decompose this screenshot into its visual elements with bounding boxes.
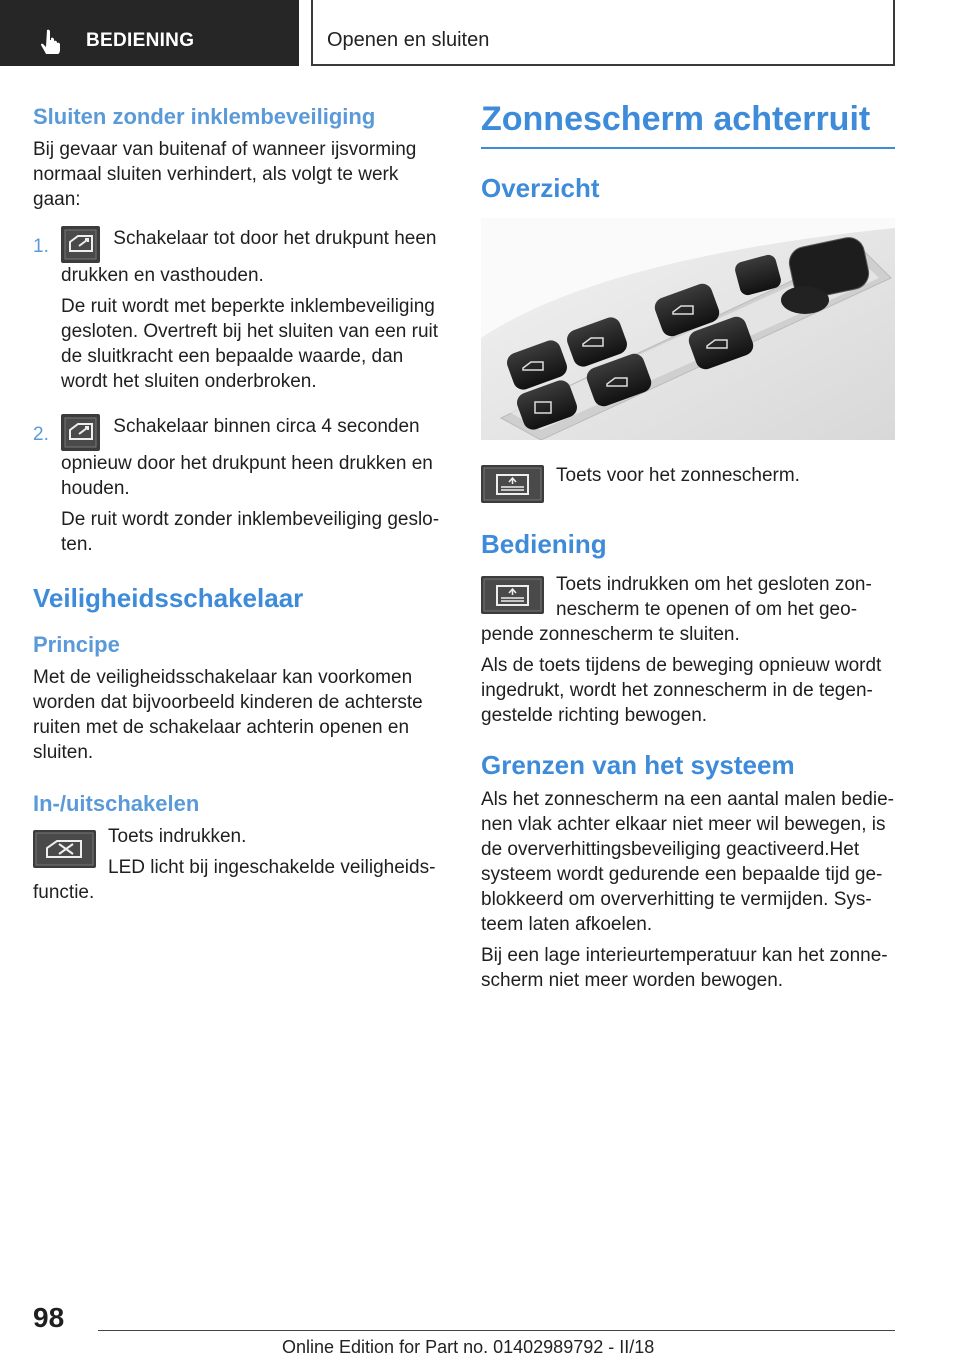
heading-principle: Principe: [33, 632, 120, 657]
page-header: [0, 0, 960, 66]
step-text: Schakelaar tot door het drukpunt heen drukken en vasthouden.: [61, 228, 437, 286]
principle-text: Met de veiligheidsschakelaar kan voorkomen worden dat bijvoorbeeld kinderen de achterste ruiten met de schakelaar achterin openen en sluiten.: [33, 667, 423, 763]
section-label: BEDIENING: [86, 30, 195, 51]
step-1: [33, 226, 448, 394]
step-number: 2.: [33, 424, 49, 445]
footer-divider: [98, 1330, 895, 1331]
limits-text-2: Bij een lage interieurtemperatuur kan het zonne‐scherm niet meer worden bewogen.: [481, 945, 888, 991]
step-2: [33, 414, 448, 557]
heading-toggle: In-/uitschakelen: [33, 791, 200, 816]
intro-text: Bij gevaar van buitenaf of wanneer ijsvorming normaal sluiten verhindert, als volgt te werk gaan:: [33, 139, 417, 210]
sunblind-icon: [481, 576, 544, 614]
toggle-text-1: Toets indrukken.: [108, 826, 247, 847]
operation-text-1: Toets indrukken om het gesloten zon‐nescherm te openen of om het geo‐pende zonnescherm te sluiten.: [481, 574, 872, 645]
right-column: [481, 100, 895, 993]
window-switch-icon: [61, 226, 100, 263]
operation-block: [481, 572, 895, 728]
door-switch-panel-photo: [481, 218, 895, 440]
operation-text-2: Als de toets tijdens de beweging opnieuw wordt ingedrukt, wordt het zonnescherm in de tegen‐gestelde richting bewogen.: [481, 655, 882, 726]
sunblind-icon: [481, 465, 544, 503]
window-switch-icon: [61, 414, 100, 451]
section-tab: [0, 0, 299, 66]
sunblind-key-caption: Toets voor het zonnescherm.: [556, 465, 800, 486]
left-column: [33, 100, 448, 905]
step-number: 1.: [33, 236, 49, 257]
toggle-text-2: LED licht bij ingeschakelde veiligheids‐functie.: [33, 857, 436, 903]
heading-sunblind: Zonnescherm achterruit: [481, 100, 895, 149]
child-lock-icon: [33, 830, 96, 868]
limits-text-1: Als het zonnescherm na een aantal malen bedie‐nen vlak achter elkaar niet meer wil bewegen, is de oververhittingsbeveiliging geactiveerd.Het systeem wordt gedurende een bepaalde tijd ge‐blokkeerd om oververhitting te vermijden. Sys‐teem laten afkoelen.: [481, 789, 894, 935]
chapter-tab: [311, 0, 895, 66]
chapter-label: Openen en sluiten: [327, 29, 490, 51]
heading-system-limits: Grenzen van het systeem: [481, 750, 795, 780]
step-note: De ruit wordt met beperkte inklembeveiliging gesloten. Overtreft bij het sluiten van een ruit de sluitkracht een bepaalde waarde, dan wordt het sluiten onderbroken.: [61, 296, 439, 392]
hand-pointer-icon: [38, 28, 64, 54]
heading-operation: Bediening: [481, 529, 607, 559]
heading-overview: Overzicht: [481, 173, 600, 203]
toggle-block: [33, 824, 448, 905]
step-note: De ruit wordt zonder inklembeveiliging geslo‐ten.: [61, 509, 440, 555]
footer-edition: Online Edition for Part no. 01402989792 - II/18: [282, 1337, 655, 1357]
heading-closing-without-protection: Sluiten zonder inklembeveiliging: [33, 104, 376, 129]
sunblind-key-caption-block: [481, 461, 895, 503]
page-number: 98: [33, 1302, 65, 1333]
step-text: Schakelaar binnen circa 4 seconden opnieuw door het drukpunt heen drukken en houden.: [61, 416, 433, 499]
heading-safety-switch: Veiligheidsschakelaar: [33, 583, 304, 613]
